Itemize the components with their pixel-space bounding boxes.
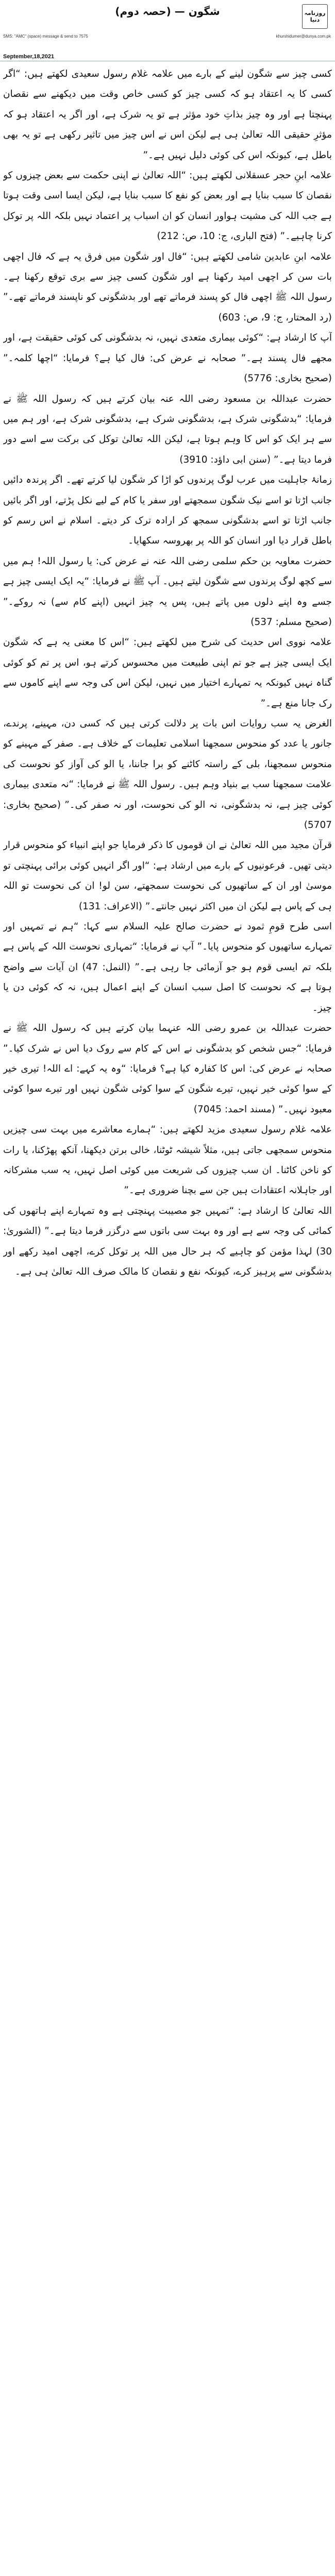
article-body [3, 64, 332, 2576]
paragraph: علامہ ابنِ عابدین شامی لکھتے ہیں: “فال اور شگون میں فرق یہ ہے کہ فال اچھی بات سن کر اچھی امید رکھنا ہے اور شگون کسی چیز سے بری توقع رکھنا ہے۔ رسول اللہ ﷺ اچھی فال کو پسند فرماتے تھے اور بدشگونی کو ناپسند فرماتے تھے۔” (رد المحتار، ج: 9، ص: 603) [3, 251, 332, 323]
paragraph: قرآن مجید میں اللہ تعالیٰ نے ان قوموں کا ذکر فرمایا جو اپنے انبیاء کو منحوس قرار دیتی تھیں۔ فرعونیوں کے بارے میں ارشاد ہے: “اور اگر انہیں کوئی برائی پہنچتی تو موسیٰ اور ان کے ساتھیوں کی نحوست سمجھتے، سن لو! ان کی نحوست تو اللہ ہی کے پاس ہے لیکن ان میں اکثر نہیں جانتے۔” (الاعراف: 131) [3, 840, 332, 912]
paragraph: الغرض یہ سب روایات اس بات پر دلالت کرتی ہیں کہ کسی دن، مہینے، پرندے، جانور یا عدد کو منحوس سمجھنا اسلامی تعلیمات کے خلاف ہے۔ صفر کے مہینے کو منحوس سمجھنا، بلی کے راستہ کاٹنے کو برا جاننا، یا الو کی آواز کو نحوست کی علامت سمجھنا سب بے بنیاد وہم ہیں۔ رسول اللہ ﷺ نے فرمایا: “نہ متعدی بیماری کوئی چیز ہے، نہ بدشگونی، نہ الو کی نحوست، اور نہ صفر کی۔” (صحیح بخاری: 5707) [3, 718, 332, 831]
column-header [0, 0, 335, 61]
logo-text: روزنامہ دنیا [304, 9, 326, 23]
paragraph: علامہ ابنِ حجر عسقلانی لکھتے ہیں: “اللہ تعالیٰ نے اپنی حکمت سے بعض چیزوں کو نقصان کا سبب بنایا ہے اور بعض کو نفع کا سبب بنایا ہے، لیکن ایسا اسی وقت ہوتا ہے جب اللہ کی مشیت ہواور انسان کو ان اسباب پر اعتماد نہیں بلکہ اللہ پر توکل کرنا چاہیے۔” (فتح الباری، ج: 10، ص: 212) [3, 170, 332, 242]
paragraph: علامہ نووی اس حدیث کی شرح میں لکھتے ہیں: “اس کا معنی یہ ہے کہ شگون ایک ایسی چیز ہے جو تم اپنی طبیعت میں محسوس کرتے ہو، اس پر تم کو کوئی گناہ نہیں کیونکہ یہ تمہارے اختیار میں نہیں، لیکن اس کی وجہ سے اپنے کاموں سے رک جانا منع ہے۔” [3, 637, 332, 709]
publish-date: September,18,2021 [3, 54, 55, 60]
paragraph: کسی چیز سے شگون لینے کے بارے میں علامہ غلام رسول سعیدی لکھتے ہیں: “اگر کسی کا یہ اعتقاد ہو کہ کسی چیز کو کسی خاص وقت میں دیکھنے سے نقصان پہنچتا ہے اور وہ چیز بذاتِ خود مؤثر ہے تو یہ شرک ہے، اور اگر یہ اعتقاد ہو کہ مؤثرِ حقیقی اللہ تعالیٰ ہی ہے لیکن اس نے اس چیز میں تاثیر رکھی ہے تو یہ بھی باطل ہے، کیونکہ اس کی کوئی دلیل نہیں ہے۔” [3, 69, 332, 161]
paragraph: اللہ تعالیٰ کا ارشاد ہے: “تمہیں جو مصیبت پہنچتی ہے وہ تمہارے اپنے ہاتھوں کی کمائی کی وجہ سے ہے اور وہ بہت سی باتوں سے درگزر فرما دیتا ہے۔” (الشوریٰ: 30) لہذا مؤمن کو چاہیے کہ ہر حال میں اللہ پر توکل کرے، اچھی امید رکھے اور بدشگونی سے پرہیز کرے، کیونکہ نفع و نقصان کا مالک صرف اللہ تعالیٰ ہی ہے۔ [3, 1205, 332, 1277]
author-email[interactable]: khurshidumer@dunya.com.pk [276, 34, 331, 39]
column-title: شگون — (حصہ دوم) [115, 5, 220, 18]
paragraph: حضرت عبداللہ بن مسعود رضی اللہ عنہ بیان کرتے ہیں کہ رسول اللہ ﷺ نے فرمایا: “بدشگونی شرک ہے، بدشگونی شرک ہے، بدشگونی شرک ہے، اور ہم میں سے ہر ایک کو اس کا وہم ہوتا ہے، لیکن اللہ تعالیٰ توکل کی برکت سے اسے دور فرما دیتا ہے۔” (سنن ابی داؤد: 3910) [3, 393, 332, 465]
paragraph: اسی طرح قومِ ثمود نے حضرت صالح علیہ السلام سے کہا: “ہم نے تمہیں اور تمہارے ساتھیوں کو منحوس پایا۔” آپ نے فرمایا: “تمہاری نحوست اللہ کے پاس ہے بلکہ تم ایسی قوم ہو جو آزمائی جا رہی ہے۔” (النمل: 47) ان آیات سے واضح ہوتا ہے کہ نحوست کا اصل سبب انسان کے اپنے اعمال ہیں، نہ کہ کوئی دن یا چیز۔ [3, 921, 332, 1013]
paragraph: حضرت عبداللہ بن عمرو رضی اللہ عنہما بیان کرتے ہیں کہ رسول اللہ ﷺ نے فرمایا: “جس شخص کو بدشگونی نے اس کے کام سے روک دیا اس نے شرک کیا۔” صحابہ نے عرض کی: اس کا کفارہ کیا ہے؟ فرمایا: “وہ یہ کہے: اے اللہ! تیری خیر کے سوا کوئی خیر نہیں، تیرے شگون کے سوا کوئی شگون نہیں اور تیرے سوا کوئی معبود نہیں۔” (مسند احمد: 7045) [3, 1023, 332, 1115]
paragraph: آپ کا ارشاد ہے: “کوئی بیماری متعدی نہیں، نہ بدشگونی کی کوئی حقیقت ہے، اور مجھے فال پسند ہے۔” صحابہ نے عرض کی: فال کیا ہے؟ فرمایا: “اچھا کلمہ۔” (صحیح بخاری: 5776) [3, 332, 332, 384]
paragraph: زمانۂ جاہلیت میں عرب لوگ پرندوں کو اڑا کر شگون لیا کرتے تھے۔ اگر پرندہ دائیں جانب اڑتا تو اسے نیک شگون سمجھتے اور سفر یا کام کے لیے نکل پڑتے، اور اگر بائیں جانب اڑتا تو اسے بدشگونی سمجھ کر ارادہ ترک کر دیتے۔ اسلام نے اس رسم کو باطل قرار دیا اور انسان کو اللہ پر بھروسہ سکھایا۔ [3, 474, 332, 547]
sms-instruction: SMS: "AMC" (space) message & send to 7575 [3, 34, 88, 39]
paragraph: علامہ غلام رسول سعیدی مزید لکھتے ہیں: “ہمارے معاشرے میں بہت سی چیزیں منحوس سمجھی جاتی ہیں، مثلاً شیشہ ٹوٹنا، خالی برتن دیکھنا، آنکھ پھڑکنا، یا رات کو ناخن کاٹنا۔ ان سب چیزوں کی شریعت میں کوئی اصل نہیں، یہ سب مشرکانہ اور جاہلانہ اعتقادات ہیں جن سے بچنا ضروری ہے۔” [3, 1124, 332, 1196]
paragraph: حضرت معاویہ بن حکم سلمی رضی اللہ عنہ نے عرض کی: یا رسول اللہ! ہم میں سے کچھ لوگ پرندوں سے شگون لیتے ہیں۔ آپ ﷺ نے فرمایا: “یہ ایک ایسی چیز ہے جسے وہ اپنے دلوں میں پاتے ہیں، پس یہ چیز انہیں (اپنے کام سے) نہ روکے۔” (صحیح مسلم: 537) [3, 555, 332, 628]
